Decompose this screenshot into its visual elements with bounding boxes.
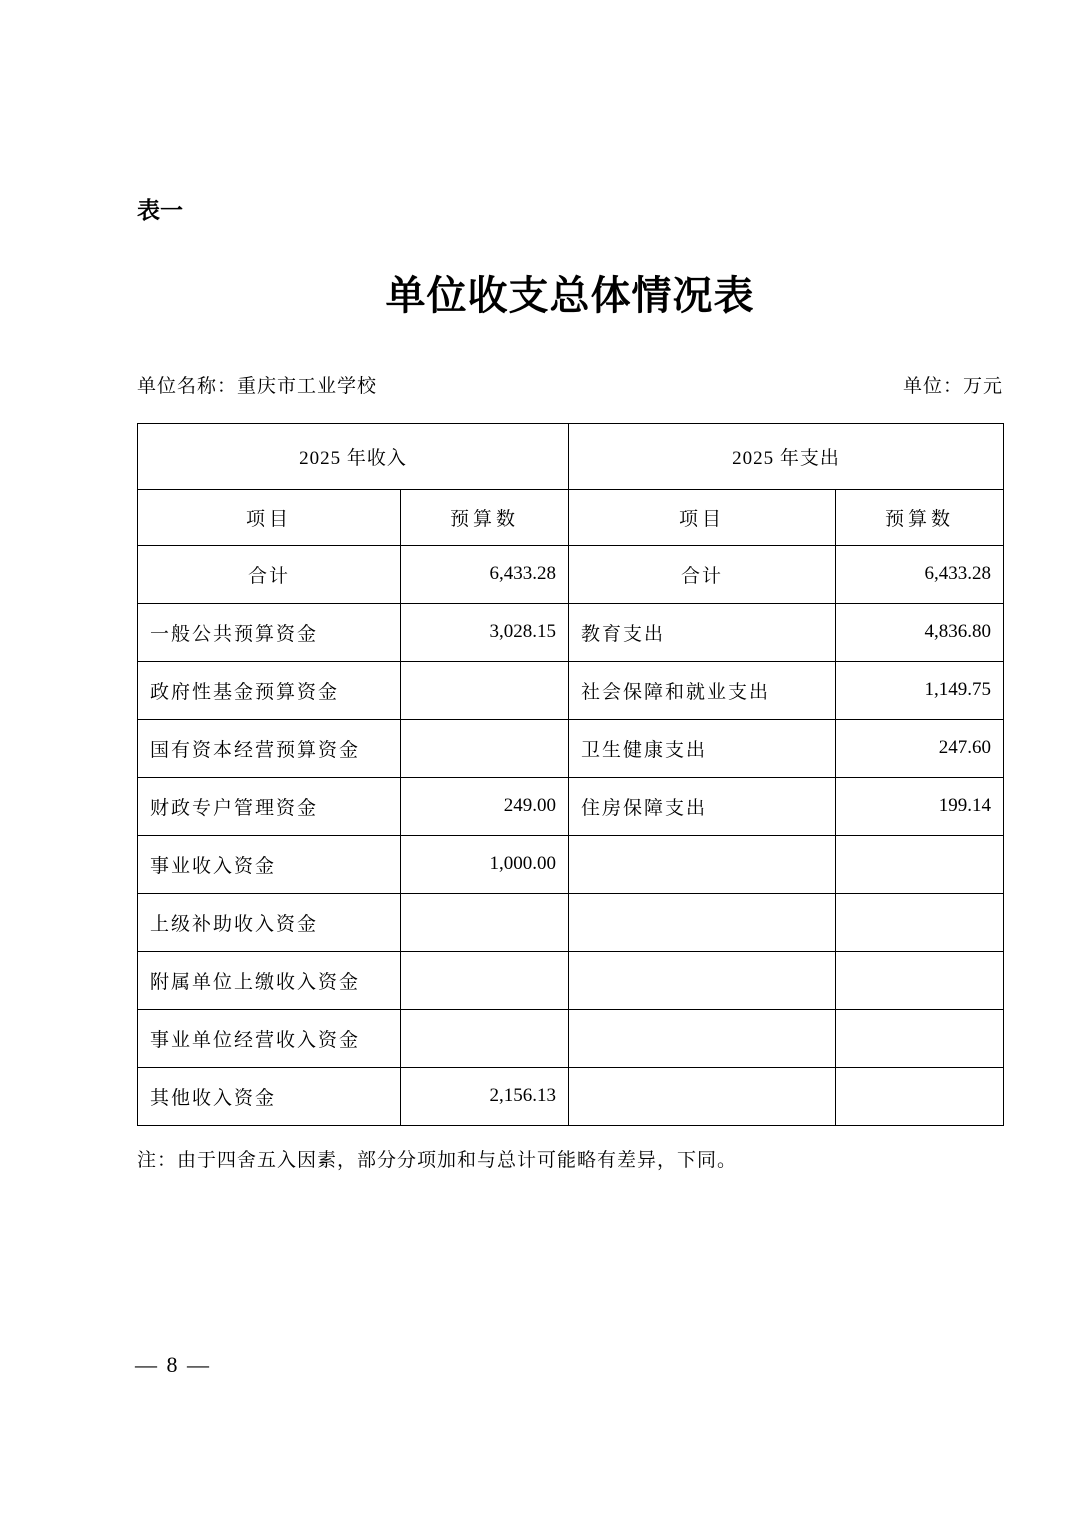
table-row xyxy=(138,661,1004,719)
table-row xyxy=(138,777,1004,835)
table-row xyxy=(138,1009,1004,1067)
expense-item xyxy=(569,1009,836,1067)
table-row xyxy=(138,603,1004,661)
income-item: 上级补助收入资金 xyxy=(138,893,401,951)
income-total-label: 合计 xyxy=(138,545,401,603)
expense-value xyxy=(836,1067,1004,1125)
rounding-note: 注：由于四舍五入因素，部分分项加和与总计可能略有差异，下同。 xyxy=(137,1149,738,1171)
income-value xyxy=(401,661,569,719)
expense-value xyxy=(836,893,1004,951)
page-number: — 8 — xyxy=(135,1352,211,1377)
income-item: 其他收入资金 xyxy=(138,1067,401,1125)
table-column-header-row xyxy=(138,489,1004,545)
expense-value: 247.60 xyxy=(836,719,1004,777)
income-total-value: 6,433.28 xyxy=(401,545,569,603)
income-value xyxy=(401,719,569,777)
expense-item: 住房保障支出 xyxy=(569,777,836,835)
expense-budget-column-header: 预算数 xyxy=(836,489,1004,545)
income-value: 249.00 xyxy=(401,777,569,835)
income-item: 财政专户管理资金 xyxy=(138,777,401,835)
income-budget-column-header: 预算数 xyxy=(401,489,569,545)
expense-total-value: 6,433.28 xyxy=(836,545,1004,603)
expense-value: 1,149.75 xyxy=(836,661,1004,719)
table-row xyxy=(138,1067,1004,1125)
expense-value xyxy=(836,951,1004,1009)
expense-item xyxy=(569,1067,836,1125)
income-value: 1,000.00 xyxy=(401,835,569,893)
expense-item xyxy=(569,835,836,893)
income-item: 事业收入资金 xyxy=(138,835,401,893)
expense-group-header: 2025 年支出 xyxy=(569,423,1004,489)
income-value: 3,028.15 xyxy=(401,603,569,661)
table-row xyxy=(138,835,1004,893)
expense-value: 4,836.80 xyxy=(836,603,1004,661)
table-number-label: 表一 xyxy=(137,197,183,223)
expense-item: 教育支出 xyxy=(569,603,836,661)
expense-item-column-header: 项目 xyxy=(569,489,836,545)
expense-total-label: 合计 xyxy=(569,545,836,603)
expense-item: 卫生健康支出 xyxy=(569,719,836,777)
expense-value xyxy=(836,835,1004,893)
income-group-header: 2025 年收入 xyxy=(138,423,569,489)
unit-name-label: 单位名称：重庆市工业学校 xyxy=(137,375,378,397)
income-item-column-header: 项目 xyxy=(138,489,401,545)
page-content xyxy=(137,0,1003,1172)
expense-item xyxy=(569,893,836,951)
expense-value xyxy=(836,1009,1004,1067)
income-value: 2,156.13 xyxy=(401,1067,569,1125)
income-item: 国有资本经营预算资金 xyxy=(138,719,401,777)
income-value xyxy=(401,893,569,951)
income-item: 事业单位经营收入资金 xyxy=(138,1009,401,1067)
expense-item xyxy=(569,951,836,1009)
income-item: 政府性基金预算资金 xyxy=(138,661,401,719)
table-row xyxy=(138,719,1004,777)
table-row xyxy=(138,893,1004,951)
income-value xyxy=(401,951,569,1009)
income-item: 一般公共预算资金 xyxy=(138,603,401,661)
expense-value: 199.14 xyxy=(836,777,1004,835)
budget-summary-table xyxy=(137,423,1004,1126)
unit-of-measure-label: 单位：万元 xyxy=(902,375,1003,397)
table-total-row xyxy=(138,545,1004,603)
income-value xyxy=(401,1009,569,1067)
table-meta-row xyxy=(137,371,1003,398)
page-title: 单位收支总体情况表 xyxy=(385,272,755,318)
table-row xyxy=(138,951,1004,1009)
expense-item: 社会保障和就业支出 xyxy=(569,661,836,719)
income-item: 附属单位上缴收入资金 xyxy=(138,951,401,1009)
table-group-header-row xyxy=(138,423,1004,489)
